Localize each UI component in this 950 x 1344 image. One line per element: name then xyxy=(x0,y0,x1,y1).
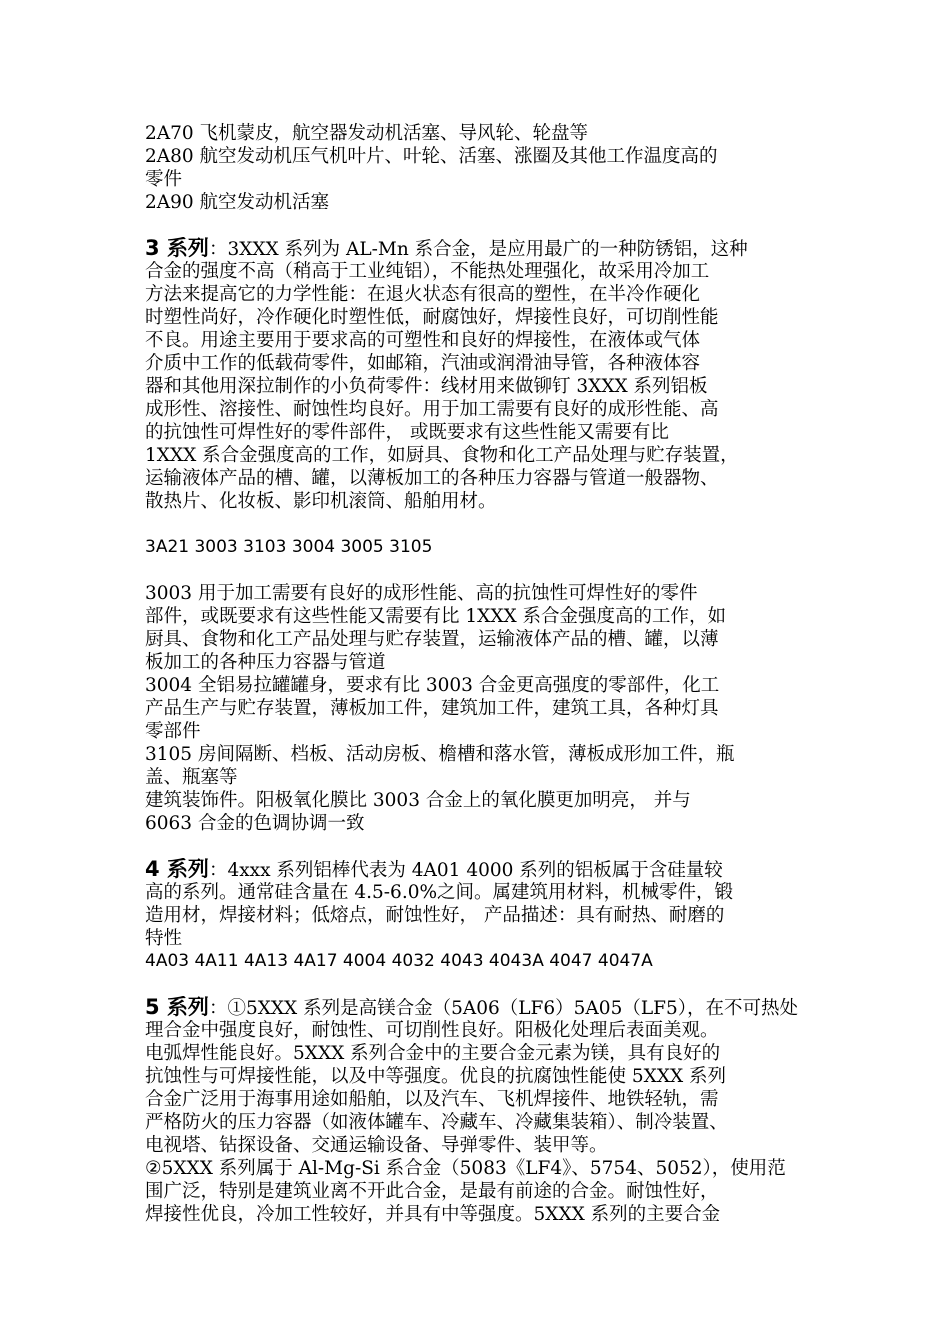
section-3-series xyxy=(145,237,810,835)
text-line: ：4xxx 系列铝棒代表为 4A01 4000 系列的铝板属于含硅量较 xyxy=(208,860,723,881)
text-line: 理合金中强度良好，耐蚀性、可切削性良好。阳极化处理后表面美观。 xyxy=(145,1020,719,1041)
text-line: 6063 合金的色调协调一致 xyxy=(145,813,365,834)
text-line: 器和其他用深拉制作的小负荷零件：线材用来做铆钉 3XXX 系列铝板 xyxy=(145,376,708,397)
text-line: 产品生产与贮存装置，薄板加工件，建筑加工件，建筑工具，各种灯具 xyxy=(145,698,719,719)
grade-list: 4A03 4A11 4A13 4A17 4004 4032 4043 4043A 4047 4047A xyxy=(145,951,653,971)
text-line: 电视塔、钻探设备、交通运输设备、导弹零件、装甲等。 xyxy=(145,1135,608,1156)
text-line: 1XXX 系合金强度高的工作，如厨具、食物和化工产品处理与贮存装置， xyxy=(145,445,739,466)
text-line: 合金广泛用于海事用途如船舶，以及汽车、飞机焊接件、地铁轻轨，需 xyxy=(145,1089,719,1110)
text-line: 方法来提高它的力学性能：在退火状态有很高的塑性，在半冷作硬化 xyxy=(145,284,701,305)
text-line: 介质中工作的低载荷零件，如邮箱，汽油或润滑油导管，各种液体容 xyxy=(145,353,701,374)
text-line: 部件，或既要求有这些性能又需要有比 1XXX 系合金强度高的工作，如 xyxy=(145,606,727,627)
text-line: 零部件 xyxy=(145,721,201,742)
section-heading: 3 系列 xyxy=(145,237,209,260)
text-line: ：3XXX 系列为 AL-Mn 系合金，是应用最广的一种防锈铝，这种 xyxy=(208,239,748,260)
text-line: 板加工的各种压力容器与管道 xyxy=(145,652,386,673)
text-line: 成形性、溶接性、耐蚀性均良好。用于加工需要有良好的成形性能、高 xyxy=(145,399,719,420)
text-line: 2A90 航空发动机活塞 xyxy=(145,192,330,213)
text-line: 围广泛，特别是建筑业离不开此合金，是最有前途的合金。耐蚀性好， xyxy=(145,1181,719,1202)
text-line: 不良。用途主要用于要求高的可塑性和良好的焊接性，在液体或气体 xyxy=(145,330,701,351)
text-line: 焊接性优良，冷加工性较好，并具有中等强度。5XXX 系列的主要合金 xyxy=(145,1204,721,1225)
text-line: 严格防火的压力容器（如液体罐车、冷藏车、冷藏集装箱）、制冷装置、 xyxy=(145,1112,728,1133)
text-line: 特性 xyxy=(145,928,183,949)
text-line: 2A70 飞机蒙皮，航空器发动机活塞、导风轮、轮盘等 xyxy=(145,123,589,144)
text-line: 高的系列。通常硅含量在 4.5-6.0%之间。属建筑用材料，机械零件，锻 xyxy=(145,882,734,903)
text-line: 建筑装饰件。阳极氧化膜比 3003 合金上的氧化膜更加明亮， 并与 xyxy=(145,790,691,811)
text-line: 电弧焊性能良好。5XXX 系列合金中的主要合金元素为镁，具有良好的 xyxy=(145,1043,721,1064)
section-4-series xyxy=(145,858,810,973)
text-line: 3105 房间隔断、档板、活动房板、檐槽和落水管，薄板成形加工件，瓶 xyxy=(145,744,735,765)
section-heading: 5 系列 xyxy=(145,996,209,1019)
grade-list: 3A21 3003 3103 3004 3005 3105 xyxy=(145,537,433,557)
section-5-series xyxy=(145,996,810,1226)
text-line: ：①5XXX 系列是高镁合金（5A06（LF6）5A05（LF5），在不可热处 xyxy=(208,998,798,1019)
text-line: 时塑性尚好，冷作硬化时塑性低，耐腐蚀好，焊接性良好，可切削性能 xyxy=(145,307,719,328)
text-line: 抗蚀性与可焊接性能，以及中等强度。优良的抗腐蚀性能使 5XXX 系列 xyxy=(145,1066,727,1087)
text-line: 的抗蚀性可焊性好的零件部件， 或既要求有这些性能又需要有比 xyxy=(145,422,669,443)
document-page xyxy=(145,122,810,1226)
text-line: 3004 全铝易拉罐罐身，要求有比 3003 合金更高强度的零部件，化工 xyxy=(145,675,720,696)
text-line: 散热片、化妆板、影印机滚筒、船舶用材。 xyxy=(145,491,497,512)
text-line: 零件 xyxy=(145,169,183,190)
text-line: 合金的强度不高（稍高于工业纯铝），不能热处理强化，故采用冷加工 xyxy=(145,261,710,282)
text-line: 造用材，焊接材料；低熔点，耐蚀性好， 产品描述：具有耐热、耐磨的 xyxy=(145,905,725,926)
text-line: ②5XXX 系列属于 Al-Mg-Si 系合金（5083《LF4》、5754、5052），使用范 xyxy=(145,1158,786,1179)
text-line: 运输液体产品的槽、罐，以薄板加工的各种压力容器与管道一般器物、 xyxy=(145,468,719,489)
text-line: 3003 用于加工需要有良好的成形性能、高的抗蚀性可焊性好的零件 xyxy=(145,583,698,604)
text-line: 厨具、食物和化工产品处理与贮存装置，运输液体产品的槽、罐，以薄 xyxy=(145,629,719,650)
text-line: 盖、瓶塞等 xyxy=(145,767,238,788)
block-2xxx xyxy=(145,122,810,214)
text-line: 2A80 航空发动机压气机叶片、叶轮、活塞、涨圈及其他工作温度高的 xyxy=(145,146,718,167)
section-heading: 4 系列 xyxy=(145,858,209,881)
